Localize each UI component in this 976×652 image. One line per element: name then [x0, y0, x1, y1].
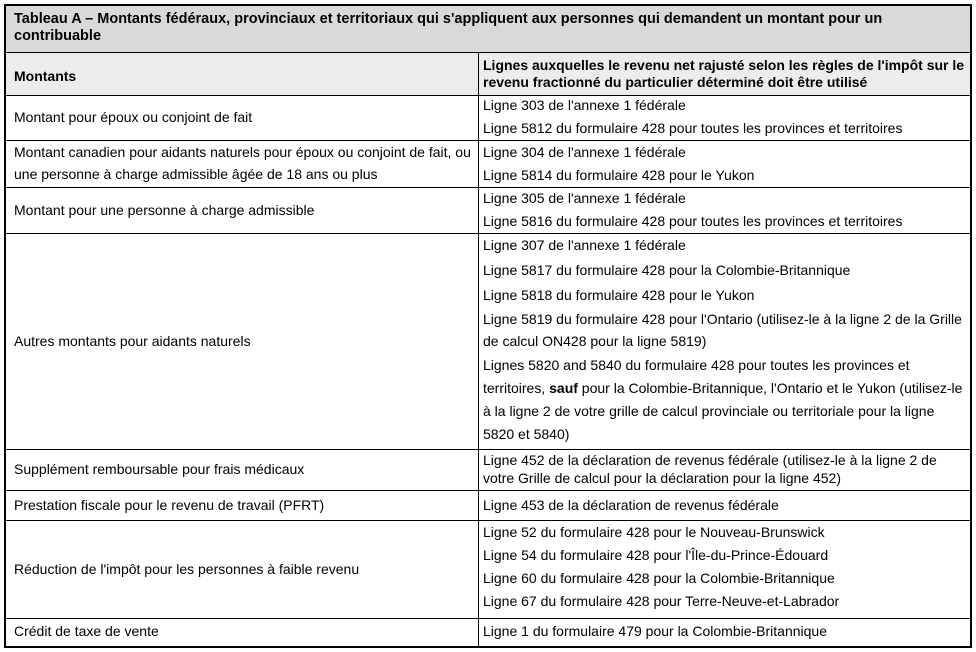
- row-lines: [483, 620, 968, 642]
- row-lines: [483, 521, 968, 613]
- row-divider: [6, 618, 970, 619]
- table-title: Tableau A – Montants fédéraux, provinciaux et territoriaux qui s'appliquent aux personnes qui demandent un montant pour un contribuable: [6, 6, 970, 53]
- line-item: Ligne 54 du formulaire 428 pour l'Île-du-Prince-Édouard: [483, 547, 829, 563]
- line-item: Ligne 5812 du formulaire 428 pour toutes les provinces et territoires: [483, 120, 903, 136]
- line-item: Ligne 452 de la déclaration de revenus fédérale (utilisez-le à la ligne 2 de votre Grille de calcul pour la déclaration pour la ligne 452): [483, 452, 937, 486]
- row-amount: Supplément remboursable pour frais médicaux: [14, 461, 305, 477]
- column-divider: [478, 53, 479, 646]
- line-item: Ligne 67 du formulaire 428 pour Terre-Neuve-et-Labrador: [483, 593, 840, 609]
- line-item: Ligne 5816 du formulaire 428 pour toutes les provinces et territoires: [483, 213, 903, 229]
- line-item: Ligne 303 de l'annexe 1 fédérale: [483, 97, 686, 113]
- line-item: Ligne 60 du formulaire 428 pour la Colombie-Britannique: [483, 570, 835, 586]
- row-amount: Montant pour époux ou conjoint de fait: [14, 109, 253, 125]
- line-item: Ligne 304 de l'annexe 1 fédérale: [483, 144, 686, 160]
- row-amount: Autres montants pour aidants naturels: [14, 333, 251, 349]
- header-lines: Lignes auxquelles le revenu net rajusté selon les règles de l'impôt sur le revenu fractionné du particulier déterminé doit être utilisé: [483, 57, 965, 90]
- row-lines: [483, 233, 968, 446]
- row-lines: [483, 187, 968, 233]
- line-item: Ligne 305 de l'annexe 1 fédérale: [483, 190, 686, 206]
- row-amount: Prestation fiscale pour le revenu de travail (PFRT): [14, 497, 325, 513]
- line-item: Ligne 5814 du formulaire 428 pour le Yukon: [483, 167, 755, 183]
- row-lines: [483, 94, 968, 140]
- table-header-row: [6, 53, 970, 96]
- row-amount: Réduction de l'impôt pour les personnes à faible revenu: [14, 561, 360, 577]
- line-item: Ligne 453 de la déclaration de revenus fédérale: [483, 497, 779, 513]
- row-divider: [6, 490, 970, 491]
- row-amount: Montant canadien pour aidants naturels pour époux ou conjoint de fait, ou une personne à charge admissible âgée de 18 ans ou plus: [14, 144, 471, 182]
- row-amount: Montant pour une personne à charge admissible: [14, 202, 315, 218]
- line-item: Ligne 5817 du formulaire 428 pour la Colombie-Britannique: [483, 262, 851, 278]
- row-lines: [483, 494, 968, 516]
- table-a: [4, 4, 972, 648]
- row-amount: Crédit de taxe de vente: [14, 623, 159, 639]
- line-item: Lignes 5820 and 5840 du formulaire 428 pour toutes les provinces et territoires, sauf pour la Colombie-Britannique, l'Ontario et le Yukon (utilisez-le à la ligne 2 de votre grille de calcul provinciale ou territoriale pour la ligne 5820 et 5840): [483, 357, 963, 442]
- row-divider: [6, 449, 970, 450]
- header-amounts: Montants: [14, 68, 77, 84]
- line-item: Ligne 1 du formulaire 479 pour la Colombie-Britannique: [483, 623, 827, 639]
- line-item: Ligne 307 de l'annexe 1 fédérale: [483, 237, 686, 253]
- line-item: Ligne 52 du formulaire 428 pour le Nouveau-Brunswick: [483, 524, 825, 540]
- line-item: Ligne 5819 du formulaire 428 pour l'Ontario (utilisez-le à la ligne 2 de la Grille de calcul ON428 pour la ligne 5819): [483, 311, 962, 349]
- line-item: Ligne 5818 du formulaire 428 pour le Yukon: [483, 287, 755, 303]
- row-lines: [483, 451, 968, 487]
- row-lines: [483, 141, 968, 187]
